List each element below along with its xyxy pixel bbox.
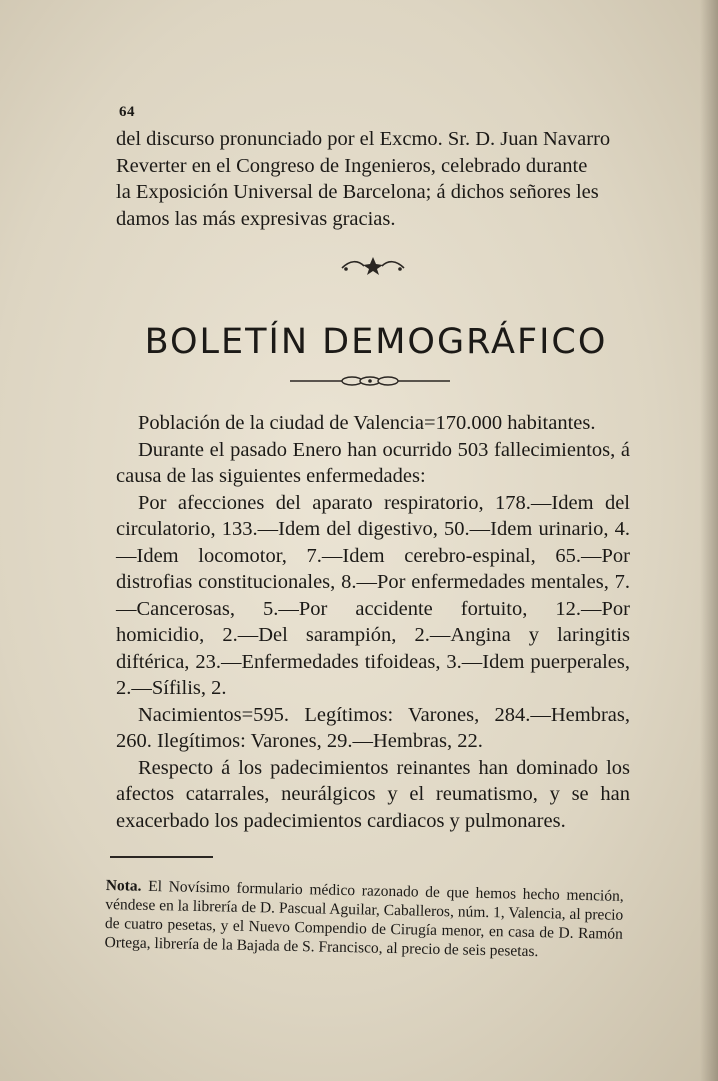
causes-of-death-paragraph: Por afecciones del aparato respiratorio, 178.—Idem del circulatorio, 133.—Idem del digestivo, 50.—Idem urinario, 4.—Idem locomotor, 7.—Idem cerebro-espinal, 65.—Por distrofias constitucionales, 8.—Por enfermedades mentales, 7.—Cancerosas, 5.—Por accidente fortuito, 12.—Por homicidio, 2.—Del sarampión, 2.—Angina y laringitis diftérica, 23.—Enfermedades tifoideas, 3.—Idem puerperales, 2.—Sífilis, 2. [116,491,630,699]
prevailing-illnesses-paragraph: Respecto á los padecimientos reinantes han dominado los afectos catarrales, neurálgicos y el reumatismo, y se han exacerbado los padecimientos cardiacos y pulmonares. [116,756,630,832]
intro-line: damos las más expresivas gracias. [116,207,396,230]
demographic-bulletin-body [116,410,630,834]
footnote-divider [110,856,213,858]
page-edge-shadow [700,0,718,1081]
decorative-rule [290,374,450,388]
deaths-summary-paragraph: Durante el pasado Enero han ocurrido 503 fallecimientos, á causa de las siguientes enfermedades: [116,438,630,487]
intro-paragraph [116,126,628,232]
population-paragraph: Población de la ciudad de Valencia=170.000 habitantes. [138,412,596,434]
section-heading: BOLETÍN DEMOGRÁFICO [144,322,608,362]
fleuron-ornament [338,254,408,276]
footnote-text: El Novísimo formulario médico razonado de que hemos hecho mención, véndese en la librería de D. Pascual Aguilar, Caballeros, núm. 1, Valencia, al precio de cuatro pesetas, y el Nuevo Compendio de Cirugía menor, en casa de D. Ramón Ortega, librería de la Bajada de S. Francisco, al precio de seis pesetas. [104,877,624,961]
footnote [104,876,623,963]
page-number: 64 [119,104,135,120]
intro-line: la Exposición Universal de Barcelona; á dichos señores les [116,181,599,203]
births-paragraph: Nacimientos=595. Legítimos: Varones, 284.—Hembras, 260. Ilegítimos: Varones, 29.—Hembras, 22. [116,703,630,752]
intro-line: Reverter en el Congreso de Ingenieros, celebrado durante [116,154,588,177]
intro-line: del discurso pronunciado por el Excmo. Sr. D. Juan Navarro [116,128,611,150]
footnote-label: Nota. [105,876,142,895]
